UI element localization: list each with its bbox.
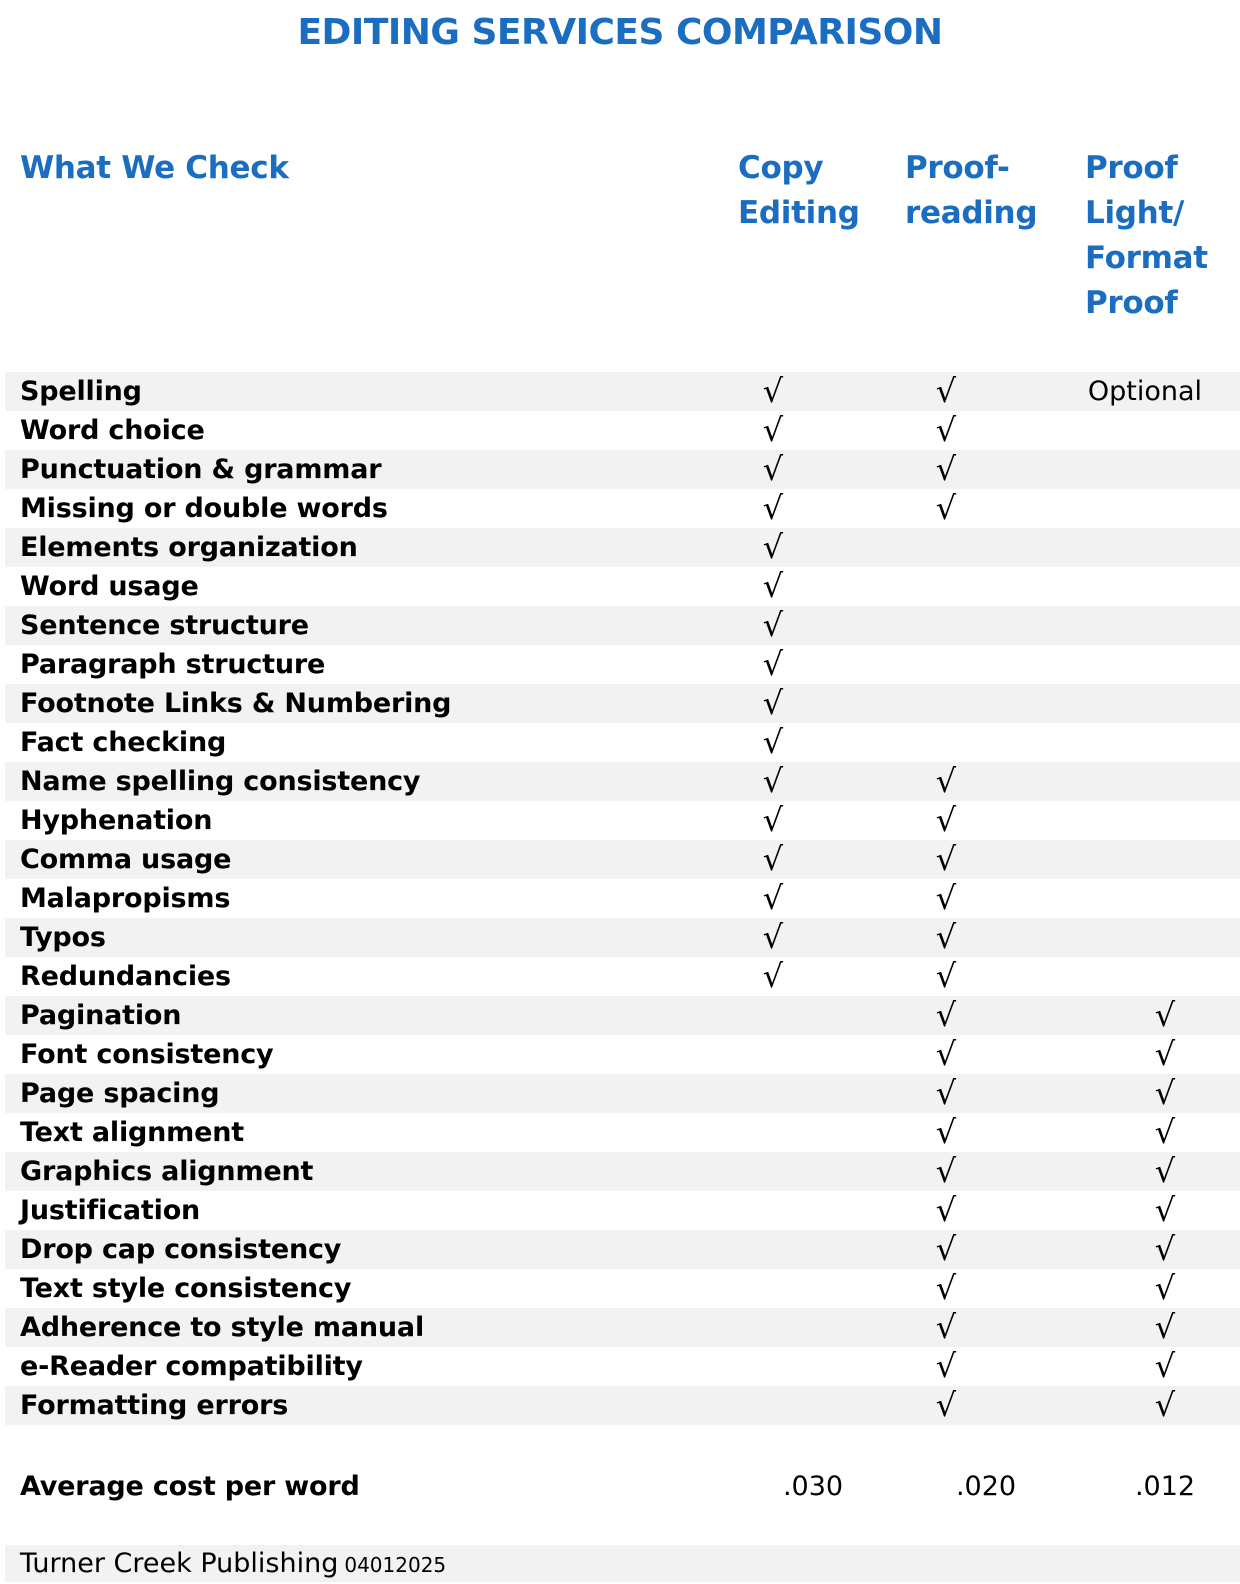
cell-copy-editing: √ (762, 567, 784, 605)
table-row (5, 840, 1240, 879)
cell-proof-light: √ (1154, 1230, 1176, 1268)
table-row (5, 957, 1240, 996)
cell-copy-editing: √ (762, 684, 784, 722)
row-label: Word usage (20, 571, 199, 602)
cost-proofreading: .020 (955, 1471, 1017, 1502)
row-label: Missing or double words (20, 493, 388, 524)
cell-proofreading: √ (935, 1308, 957, 1346)
row-label: Adherence to style manual (20, 1312, 424, 1343)
cell-copy-editing: √ (762, 372, 784, 410)
table-row (5, 1074, 1240, 1113)
row-label: Punctuation & grammar (20, 454, 382, 485)
table-row (5, 1113, 1240, 1152)
page-title: EDITING SERVICES COMPARISON (297, 12, 943, 53)
header-proof-light-line: Proof (1085, 285, 1178, 321)
cell-proof-light: √ (1154, 1191, 1176, 1229)
table-row (5, 684, 1240, 723)
header-proofreading (905, 146, 1055, 236)
cell-proof-light: Optional (1087, 376, 1203, 407)
row-label: Name spelling consistency (20, 766, 421, 797)
row-label: Page spacing (20, 1078, 220, 1109)
cell-proofreading: √ (935, 996, 957, 1034)
row-label: Spelling (20, 376, 142, 407)
cell-copy-editing: √ (762, 957, 784, 995)
header-proof-light-line: Format (1085, 240, 1208, 276)
header-proof-light-line: Proof (1085, 150, 1178, 186)
table-row (5, 567, 1240, 606)
header-what-we-check: What We Check (20, 150, 289, 186)
table-row (5, 372, 1240, 411)
cost-label: Average cost per word (20, 1471, 360, 1502)
table-row (5, 1386, 1240, 1425)
table-row (5, 606, 1240, 645)
row-label: Elements organization (20, 532, 358, 563)
header-proof-light-format-proof (1085, 146, 1235, 326)
row-label: Paragraph structure (20, 649, 326, 680)
row-label: Comma usage (20, 844, 232, 875)
cell-copy-editing: √ (762, 489, 784, 527)
header-copy-editing (738, 146, 888, 236)
cell-copy-editing: √ (762, 723, 784, 761)
cell-proofreading: √ (935, 762, 957, 800)
cell-copy-editing: √ (762, 840, 784, 878)
table-row (5, 918, 1240, 957)
cell-copy-editing: √ (762, 411, 784, 449)
cell-proofreading: √ (935, 879, 957, 917)
cell-proof-light: √ (1154, 1347, 1176, 1385)
row-label: Text style consistency (20, 1273, 352, 1304)
cell-proofreading: √ (935, 1152, 957, 1190)
cell-proof-light: √ (1154, 1386, 1176, 1424)
table-row (5, 411, 1240, 450)
row-label: Sentence structure (20, 610, 309, 641)
row-label: Typos (20, 922, 106, 953)
publisher-name-text: Turner Creek Publishing (20, 1548, 339, 1579)
table-row (5, 1347, 1240, 1386)
cell-proofreading: √ (935, 918, 957, 956)
row-label: Formatting errors (20, 1390, 289, 1421)
cell-proofreading: √ (935, 1113, 957, 1151)
table-row (5, 1308, 1240, 1347)
row-label: Drop cap consistency (20, 1234, 342, 1265)
table-row (5, 996, 1240, 1035)
row-label: Pagination (20, 1000, 182, 1031)
cell-proofreading: √ (935, 1386, 957, 1424)
cell-proof-light: √ (1154, 1113, 1176, 1151)
cell-proof-light: √ (1154, 1308, 1176, 1346)
table-row (5, 1152, 1240, 1191)
row-label: Font consistency (20, 1039, 274, 1070)
cell-proofreading: √ (935, 957, 957, 995)
table-row (5, 723, 1240, 762)
cell-proofreading: √ (935, 1230, 957, 1268)
cell-proofreading: √ (935, 450, 957, 488)
cell-proof-light: √ (1154, 1152, 1176, 1190)
table-row (5, 1230, 1240, 1269)
row-label: Malapropisms (20, 883, 231, 914)
cell-proofreading: √ (935, 1347, 957, 1385)
cell-proofreading: √ (935, 372, 957, 410)
table-row (5, 489, 1240, 528)
document-code: 04012025 (344, 1553, 447, 1577)
table-row (5, 450, 1240, 489)
table-row (5, 528, 1240, 567)
cell-copy-editing: √ (762, 450, 784, 488)
table-row (5, 879, 1240, 918)
cell-proofreading: √ (935, 411, 957, 449)
cell-proof-light: √ (1154, 1074, 1176, 1112)
cell-proofreading: √ (935, 801, 957, 839)
cell-proofreading: √ (935, 840, 957, 878)
table-row (5, 1191, 1240, 1230)
table-row (5, 1035, 1240, 1074)
cell-copy-editing: √ (762, 528, 784, 566)
cell-copy-editing: √ (762, 801, 784, 839)
row-label: Hyphenation (20, 805, 213, 836)
header-copy-editing-line: Copy (738, 150, 824, 186)
table-row (5, 645, 1240, 684)
header-copy-editing-line: Editing (738, 195, 860, 231)
cell-proofreading: √ (935, 489, 957, 527)
row-label: Fact checking (20, 727, 227, 758)
cell-proofreading: √ (935, 1269, 957, 1307)
footer (5, 1545, 1240, 1582)
cell-proofreading: √ (935, 1074, 957, 1112)
row-label: Redundancies (20, 961, 231, 992)
header-proofreading-line: reading (905, 195, 1038, 231)
row-label: e-Reader compatibility (20, 1351, 363, 1382)
header-proof-light-line: Light/ (1085, 195, 1184, 231)
row-label: Justification (20, 1195, 201, 1226)
row-label: Footnote Links & Numbering (20, 688, 452, 719)
cell-copy-editing: √ (762, 645, 784, 683)
cost-row (5, 1467, 1240, 1507)
row-label: Graphics alignment (20, 1156, 314, 1187)
cell-proof-light: √ (1154, 1035, 1176, 1073)
cost-proof-light: .012 (1134, 1471, 1196, 1502)
cell-copy-editing: √ (762, 762, 784, 800)
row-label: Word choice (20, 415, 205, 446)
cell-proof-light: √ (1154, 1269, 1176, 1307)
header-proofreading-line: Proof- (905, 150, 1010, 186)
cell-proofreading: √ (935, 1035, 957, 1073)
table-row (5, 762, 1240, 801)
cell-copy-editing: √ (762, 918, 784, 956)
cell-proofreading: √ (935, 1191, 957, 1229)
cell-proof-light: √ (1154, 996, 1176, 1034)
table-row (5, 801, 1240, 840)
publisher-name (20, 1545, 446, 1584)
table-row (5, 1269, 1240, 1308)
row-label: Text alignment (20, 1117, 244, 1148)
cell-copy-editing: √ (762, 606, 784, 644)
cost-copy-editing: .030 (782, 1471, 844, 1502)
cell-copy-editing: √ (762, 879, 784, 917)
comparison-table (5, 372, 1240, 1425)
